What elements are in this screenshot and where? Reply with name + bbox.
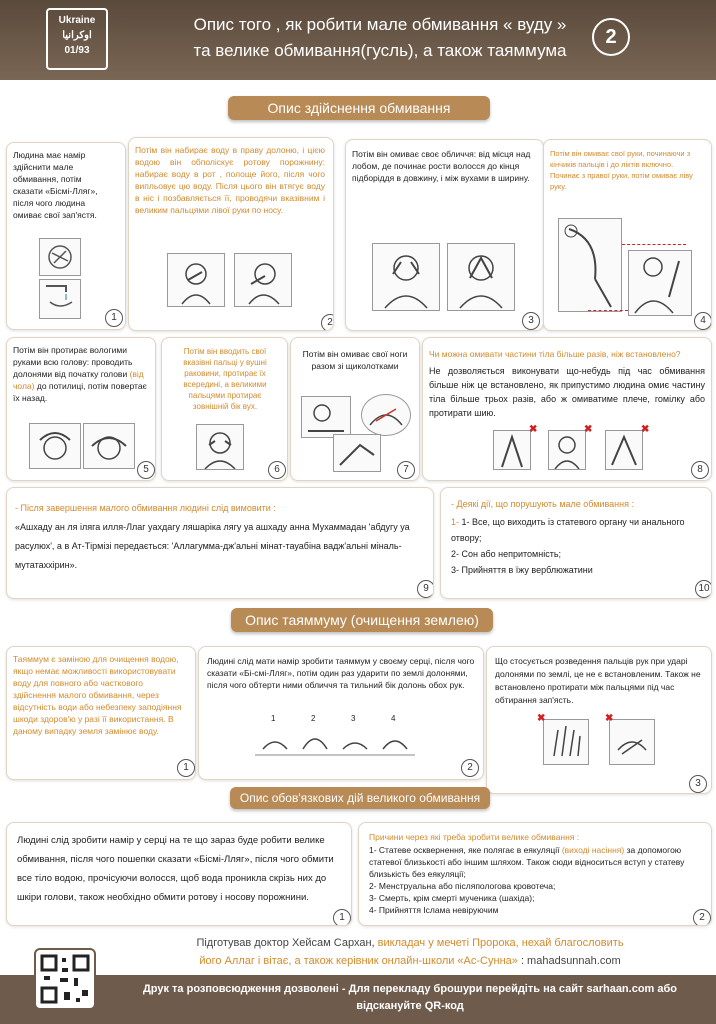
wudu-step-4	[543, 139, 712, 331]
ghusl-2-list	[369, 844, 703, 916]
page-title	[150, 12, 610, 64]
step-number-4: 4	[694, 312, 712, 330]
direction-arrow-top	[622, 244, 686, 245]
nose-rinse-illustration	[234, 253, 292, 307]
step-9-text: «Ашхаду ан ля іляга илля-Ллаг уахдагу ляшаріка лягу уа ашхаду анна Мухаммадан 'абдугу уа расулюх', а в Ат-Тірмізі передається: 'Аллагумма-дж'альні мінат-тауабіна вадж'альні міналь-мутатаххірин».	[15, 522, 410, 570]
step-3-text: Потім він омиває своє обличчя: від місця над лобом, де починає рости волосся до кінця підборіддя в довжину, і між вухами в ширину.	[352, 149, 531, 183]
list-item: 1- 1- Все, що виходить із статевого органу чи анального отвору;	[451, 517, 685, 543]
foot-washing-illustration-3	[333, 434, 381, 472]
figure-label-3: 3	[351, 714, 356, 723]
face-washing-illustration-1	[372, 243, 440, 311]
hands-washing-illustration	[39, 238, 81, 276]
step-number-5: 5	[137, 461, 155, 479]
page-header	[0, 0, 716, 80]
wudu-step-8	[422, 337, 712, 481]
foot-washing-illustration-1	[301, 396, 351, 438]
title-line2: та велике обмивання(гусль), а також таяммума	[193, 41, 567, 60]
tayammum-2-text: Людині слід мати намір зробити таяммум у своєму серці, після чого сказати «Бі-смі-Лляг», потім один раз ударити по землі долонями, після чого обтерти ними обличчя та тильний бік долонь обох рук.	[207, 656, 475, 690]
step-number-3: 3	[522, 312, 540, 330]
forbidden-neck-illustration	[548, 430, 586, 470]
step-5-text-highlight: (від чола)	[13, 369, 144, 391]
page-footer	[0, 975, 716, 1024]
foot-washing-illustration-2	[361, 394, 411, 436]
step-number-10: 10	[695, 580, 712, 598]
head-wiping-illustration-1	[29, 423, 81, 469]
arm-washing-illustration-2	[628, 250, 692, 316]
credits-part3: його Аллаг і вітає, а також керівник онлайн-школи «Ас-Сунна»	[199, 955, 518, 967]
step-number-9: 9	[417, 580, 434, 598]
direction-arrow-bottom	[588, 310, 628, 311]
logo-line2: اوكرانيا	[62, 30, 92, 41]
step-1-text: Людина має намір здійснити мале обмивання, потім сказати «Бісмі-Лляг», після чого людина омиває свої зап'ястя.	[13, 150, 98, 220]
ghusl-1-text: Людині слід зробити намір у серці на те що зараз буде робити велике обмивання, після чого пошепки сказати «Бісмі-Лляг», після чого обмити все тіло водою, прочісуючи волосся, щоб вода проникла скрізь них до шкіри голови, також необхідно обмити ротову і носову порожнини.	[17, 835, 334, 903]
ghusl-block-2	[358, 822, 712, 926]
list-item: 2- Сон або непритомність;	[451, 549, 562, 559]
wudu-heading: Опис здійснення обмивання	[228, 96, 490, 120]
credits-part1: Підготував доктор Хейсам Сархан,	[196, 937, 378, 949]
footer-line1: Друк та розповсюдження дозволені - Для перекладу брошури перейдіть на сайт sarhaan.com або	[142, 983, 678, 995]
credits-part2: викладач у мечеті Пророка, нехай благословить	[377, 937, 624, 949]
head-wiping-illustration-2	[83, 423, 135, 469]
list-item: 4- Прийняття Іслама невіруючим	[369, 905, 499, 915]
tap-illustration	[39, 279, 81, 319]
ghusl-block-1	[6, 822, 352, 926]
wudu-step-1	[6, 142, 126, 330]
step-6-text: Потім він вводить свої вказівні пальці у вушні раковини, протирає їх всередині, а великими пальцями протирає зовнішній бік вух.	[183, 347, 267, 411]
ghusl-number-1: 1	[333, 909, 351, 926]
step-8-question: Чи можна омивати частини тіла більше разів, ніж встановлено?	[429, 349, 681, 359]
ukraine-logo	[46, 8, 108, 70]
wudu-step-9	[6, 487, 434, 599]
title-line1: Опис того , як робити мале обмивання « вуду »	[193, 15, 567, 34]
footer-line2: відскануйте QR-код	[356, 1000, 464, 1012]
step-5-text	[13, 344, 147, 404]
mouth-rinse-illustration	[167, 253, 225, 307]
tayammum-number-3: 3	[689, 775, 707, 793]
wudu-step-7	[290, 337, 420, 481]
arm-washing-illustration-1	[558, 218, 622, 312]
wudu-step-2	[128, 137, 334, 331]
step-number-6: 6	[268, 461, 286, 479]
list-item: 2- Менструальна або післяпологова кровотеча;	[369, 881, 556, 891]
rubbing-fingers-illustration	[609, 719, 655, 765]
cross-icon: ✖	[529, 424, 538, 435]
ear-wiping-illustration	[196, 424, 244, 470]
figure-label-2: 2	[311, 714, 316, 723]
forbidden-shoulder-illustration	[493, 430, 531, 470]
wudu-step-5	[6, 337, 156, 481]
step-number-8: 8	[691, 461, 709, 479]
step-number-2: 2	[321, 314, 334, 331]
step-8-text: Не дозволяється виконувати що-небудь під час обмивання більше ніж це встановлено, як припустимо людина омиє частину тіла більше трьох разів, або ж омиватиме плече, гомілку або протирати шию.	[429, 366, 705, 418]
step-10-title: - Деякі дії, що порушують мале обмивання :	[451, 499, 634, 509]
step-7-text: Потім він омиває свої ноги разом зі щиколотками	[302, 349, 408, 371]
list-item: 1- Статеве осквернення, яке полягає в еякуляції (виході насіння) за допомогою статевої близькості або іншим шляхом. Також сюди відноситься вступ у статеву близькість без еякуляції;	[369, 845, 685, 879]
list-item: 3- Прийняття в їжу верблюжатини	[451, 565, 593, 575]
logo-line1: Ukraine	[58, 15, 96, 26]
spread-fingers-illustration	[543, 719, 589, 765]
tayammum-steps-illustration	[255, 719, 415, 763]
footer-text	[110, 981, 710, 1015]
ghusl-number-2: 2	[693, 909, 711, 926]
step-2-text: Потім він набирає воду в праву долоню, і цією водою він обполіскує ротову порожнину: набирає воду в рот , полоще його, після чого випльовує цю воду. Після цього він втягує воду в ніс і позбавляється її, проводячи вказівним і великим пальцями лівої руки по носу.	[135, 145, 325, 215]
tayammum-block-1	[6, 646, 196, 780]
cross-icon: ✖	[605, 713, 614, 724]
tayammum-block-2	[198, 646, 484, 780]
step-5-text-a: Потім він протирає вологими руками всю голову: проводить долонями від початку голови	[13, 345, 133, 379]
step-4-text: Потім він омиває свої руки, починаючи з кінчиків пальців і до ліктів включно. Починає з правої руки, потім омиває ліву руку.	[550, 149, 693, 191]
step-9-title: - Після завершення малого обмивання людині слід вимовити :	[15, 503, 276, 513]
list-item: 3- Смерть, крім смерті мученика (шахіда);	[369, 893, 535, 903]
page-number: 2	[592, 18, 630, 56]
wudu-step-6	[161, 337, 288, 481]
cross-icon: ✖	[584, 424, 593, 435]
tayammum-3-text: Що стосується розведення пальців рук при ударі долонями по землі, це не є встановленим. Також не встановлено протирати між пальцями під час обтирання зап'ясть.	[495, 656, 701, 705]
cross-icon: ✖	[641, 424, 650, 435]
step-number-1: 1	[105, 309, 123, 327]
figure-label-1: 1	[271, 714, 276, 723]
tayammum-1-text: Таяммум є заміною для очищення водою, якщо немає можливості використовувати воду для повного або часткового здійснення малого обмивання, через відсутність води або небезпеку заподіяння шкоди здоров'ю у разі її використання. В даному випадку земля замінює воду.	[13, 654, 182, 736]
ghusl-2-title: Причини через які треба зробити велике обмивання :	[369, 832, 580, 842]
qr-code[interactable]	[34, 948, 96, 1010]
logo-line3: 01/93	[64, 45, 90, 56]
credits-part4: : mahadsunnah.com	[517, 955, 621, 967]
tayammum-block-3	[486, 646, 712, 794]
author-credits	[130, 934, 690, 970]
step-10-list	[451, 514, 701, 578]
forbidden-shin-illustration	[605, 430, 643, 470]
wudu-step-3	[345, 139, 544, 331]
wudu-step-10	[440, 487, 712, 599]
tayammum-heading: Опис таяммуму (очищення землею)	[231, 608, 493, 632]
figure-label-4: 4	[391, 714, 396, 723]
step-number-7: 7	[397, 461, 415, 479]
step-5-text-b: до потилиці, потім повертає їх назад.	[13, 381, 147, 403]
tayammum-number-1: 1	[177, 759, 195, 777]
cross-icon: ✖	[537, 713, 546, 724]
tayammum-number-2: 2	[461, 759, 479, 777]
ghusl-heading: Опис обов'язкових дій великого обмивання	[230, 787, 490, 809]
face-washing-illustration-2	[447, 243, 515, 311]
